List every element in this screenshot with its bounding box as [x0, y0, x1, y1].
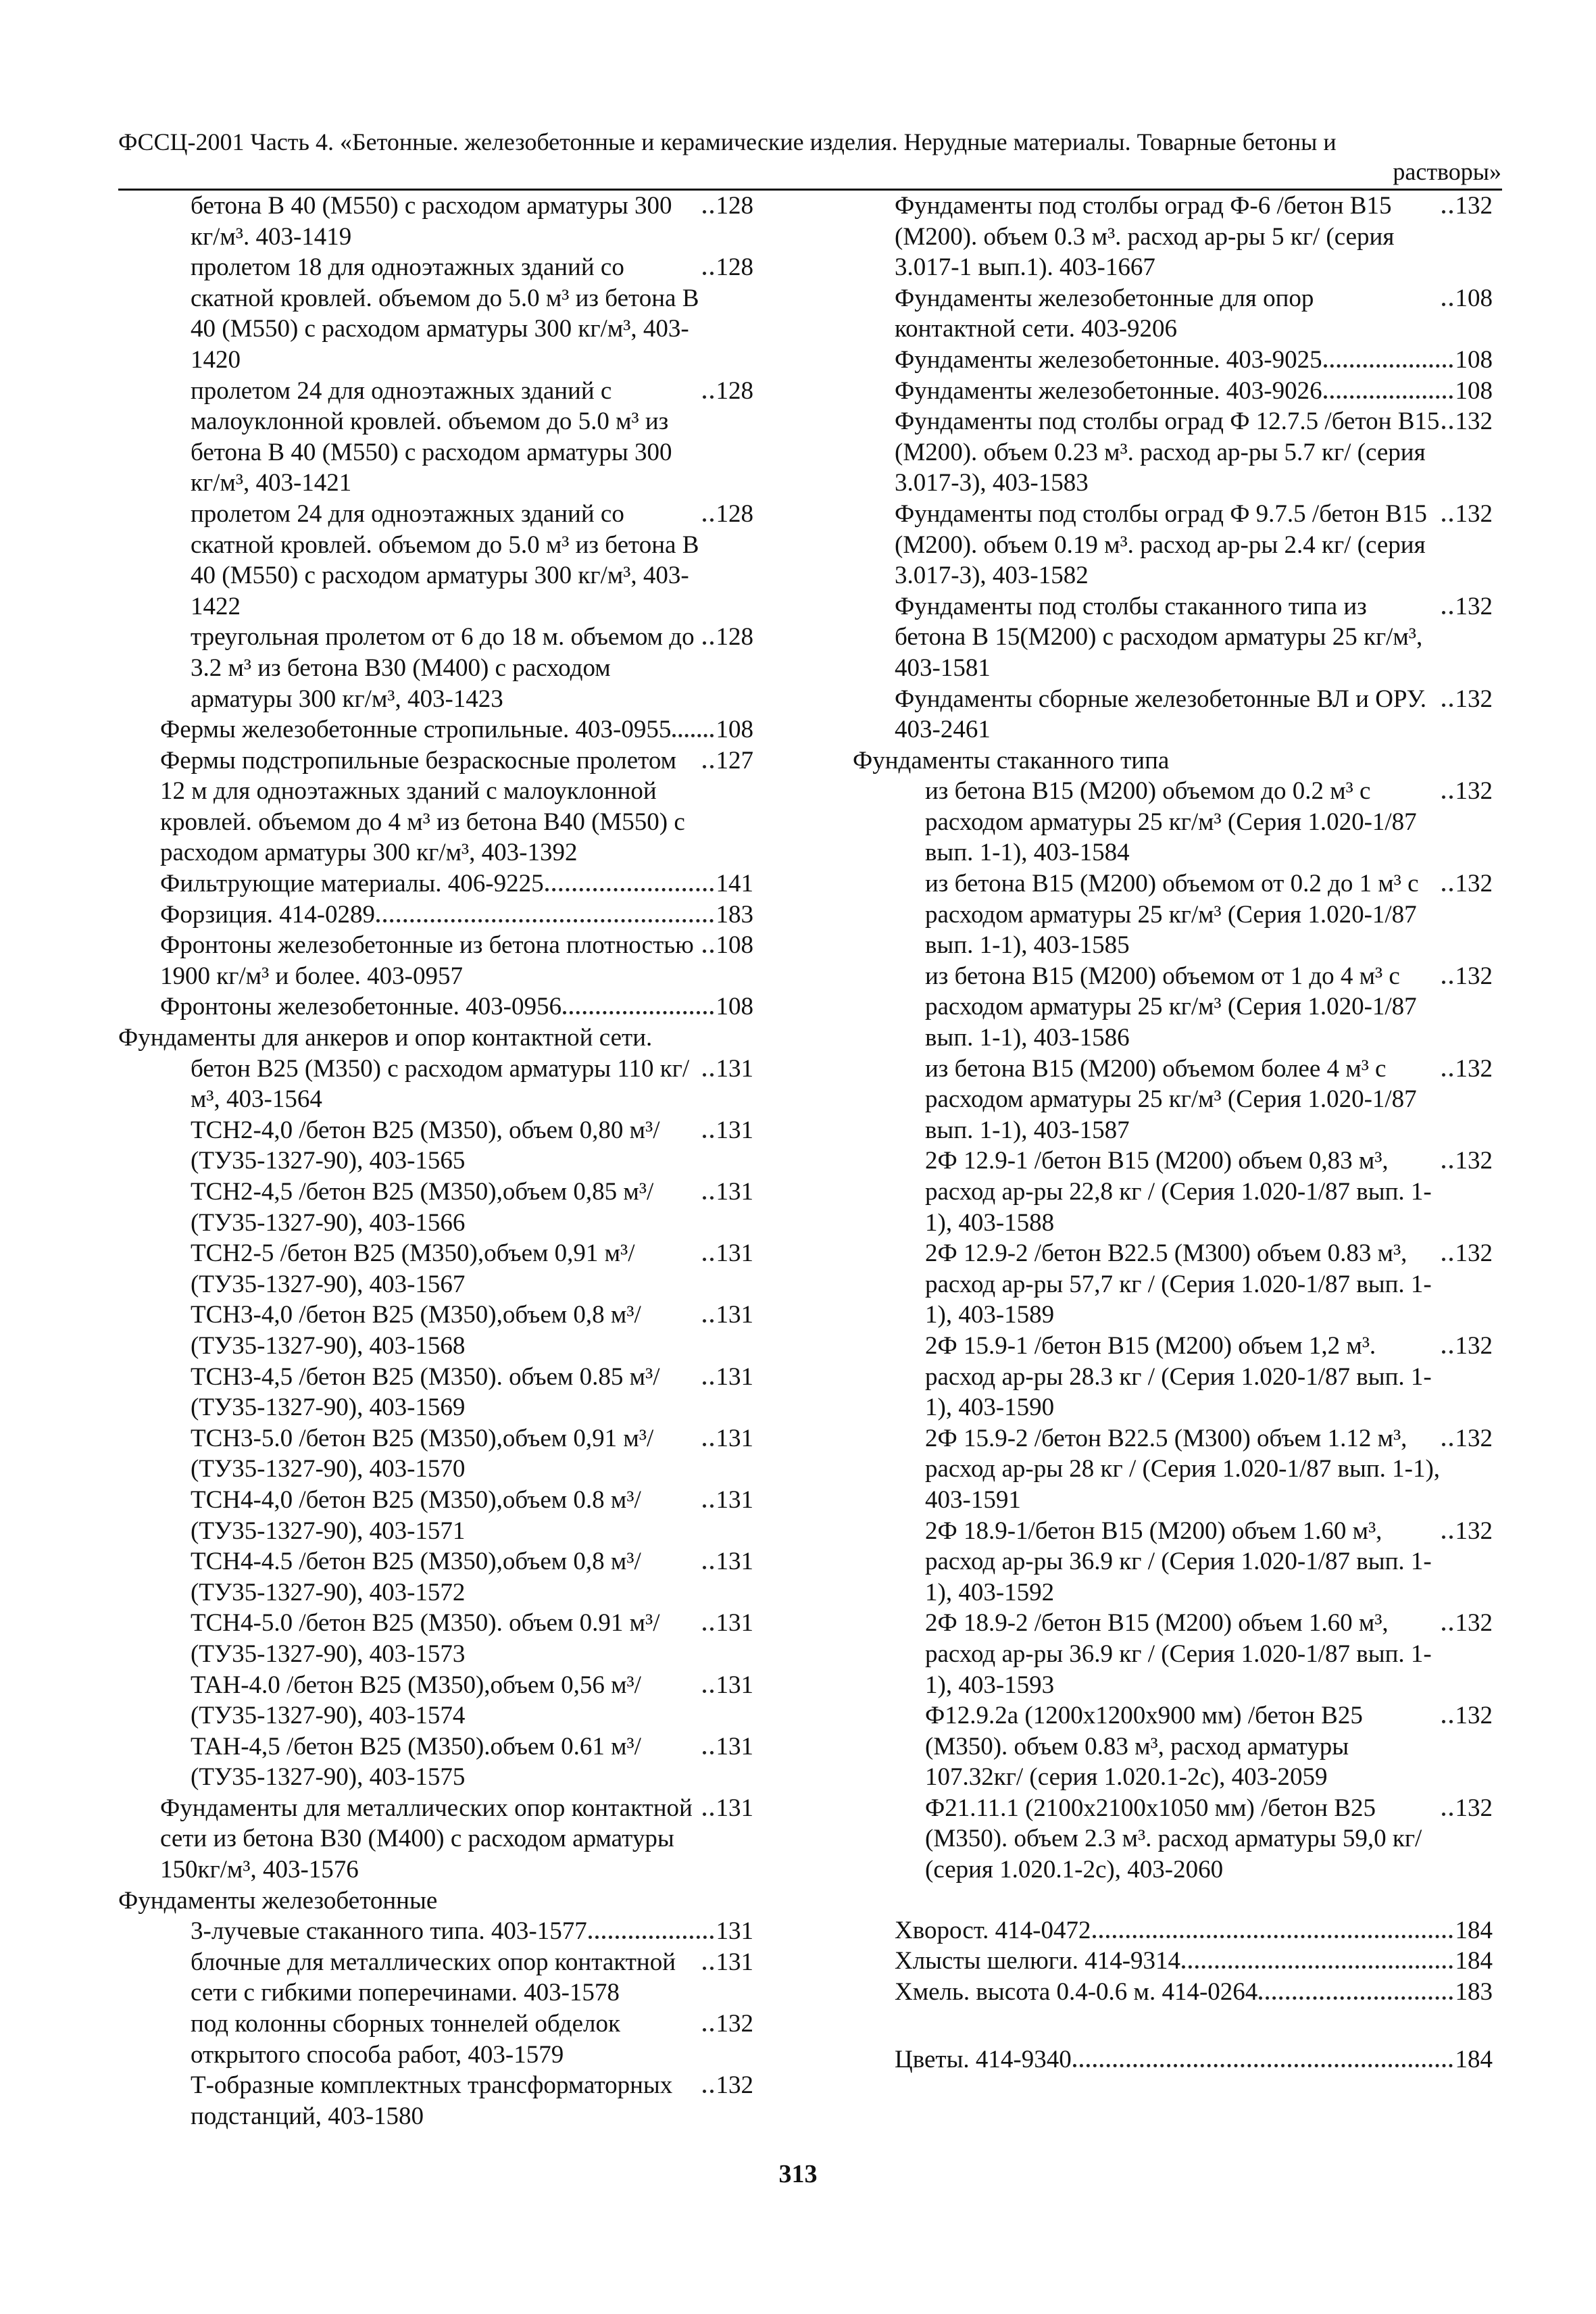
index-subentry	[118, 1947, 753, 2009]
dot-leader	[1442, 303, 1453, 306]
page-reference: 131	[716, 1054, 753, 1083]
entry-text: Ф21.11.1 (2100х2100х1050 мм) /бетон В25 (М350). объем 2.3 м³. расход арматуры 59,0 кг/ (серия 1.020.1-2с), 403-2060	[925, 1794, 1422, 1884]
dot-leader	[703, 1135, 714, 1138]
entry-text: ТСН3-5.0 /бетон В25 (М350),объем 0,91 м³/ (ТУ35-1327-90), 403-1570	[191, 1424, 654, 1483]
dot-leader	[703, 1690, 714, 1693]
page-reference: 132	[1455, 1331, 1493, 1360]
page-reference: 141	[716, 870, 753, 898]
index-subentry	[853, 1331, 1493, 1423]
dot-leader	[703, 1073, 714, 1077]
index-subentry	[118, 1238, 753, 1300]
dot-leader	[563, 1011, 713, 1014]
page-reference: 131	[716, 1548, 753, 1576]
index-entry	[853, 1977, 1493, 2008]
entry-text: блочные для металлических опор контактной сети с гибкими поперечинами. 403-1578	[191, 1948, 676, 2007]
page-reference: 132	[1455, 592, 1493, 620]
page-reference: 132	[1455, 685, 1493, 713]
dot-leader	[1442, 1165, 1453, 1168]
dot-leader	[1442, 210, 1453, 214]
dot-leader	[1442, 981, 1453, 984]
page-reference: 108	[716, 716, 753, 744]
index-subentry	[118, 1608, 753, 1669]
page-reference: 131	[716, 1671, 753, 1699]
entry-text: Форзиция. 414-0289	[160, 900, 376, 929]
index-entry	[853, 591, 1493, 684]
dot-leader	[1442, 795, 1453, 799]
page-reference: 132	[1455, 870, 1493, 898]
dot-leader	[703, 518, 714, 522]
index-subentry	[853, 961, 1493, 1054]
index-column-left	[118, 191, 753, 2132]
dot-leader	[1442, 1073, 1453, 1077]
index-entry	[118, 930, 753, 991]
page-reference: 183	[1455, 1977, 1493, 2006]
entry-text: Фундаменты для анкеров и опор контактной сети.	[118, 1024, 653, 1052]
page-reference: 108	[716, 931, 753, 960]
entry-text: Ф12.9.2а (1200х1200х900 мм) /бетон В25 (М350). объем 0.83 м³, расход арматуры 107.32кг/ (серия 1.020.1-2с), 403-2059	[925, 1702, 1363, 1792]
index-subentry	[118, 252, 753, 375]
page-reference: 132	[716, 2071, 753, 2100]
dot-leader	[1442, 1350, 1453, 1354]
page-reference: 132	[1455, 1517, 1493, 1545]
dot-leader	[703, 1627, 714, 1631]
page-reference: 128	[716, 253, 753, 282]
entry-text: ТСН2-5 /бетон В25 (М350),объем 0,91 м³/ (ТУ35-1327-90), 403-1567	[191, 1239, 635, 1298]
entry-text: Фундаменты под столбы оград Ф 12.7.5 /бетон В15 (М200). объем 0.23 м³. расход ар-ры 5.7 кг/ (серия 3.017-3), 403-1583	[895, 408, 1440, 497]
page-reference: 132	[1455, 777, 1493, 806]
dot-leader	[703, 1504, 714, 1508]
dot-leader	[1442, 888, 1453, 891]
index-subentry	[853, 1146, 1493, 1238]
index-subentry	[853, 776, 1493, 868]
dot-leader	[703, 1566, 714, 1569]
index-entry	[853, 1946, 1493, 1977]
entry-text: Хворост. 414-0472	[895, 1916, 1091, 1944]
page-reference: 132	[1455, 962, 1493, 990]
page-reference: 184	[1455, 2046, 1493, 2074]
dot-leader	[1259, 1996, 1452, 2000]
entry-text: ТСН4-4.5 /бетон В25 (М350),объем 0,8 м³/ (ТУ35-1327-90), 403-1572	[191, 1548, 641, 1606]
entry-text: ТСН4-4,0 /бетон В25 (М350),объем 0.8 м³/ (ТУ35-1327-90), 403-1571	[191, 1485, 641, 1545]
dot-leader	[672, 734, 713, 737]
page-reference: 108	[1455, 376, 1493, 405]
index-entry	[853, 2044, 1493, 2075]
entry-text: Фундаменты под столбы оград Ф-6 /бетон В15 (М200). объем 0.3 м³. расход ар-ры 5 кг/ (серия 3.017-1 вып.1). 403-1667	[895, 192, 1395, 282]
dot-leader	[703, 395, 714, 399]
index-entry	[853, 684, 1493, 745]
dot-leader	[1093, 1935, 1453, 1938]
page-reference: 131	[716, 1362, 753, 1391]
index-subentry	[118, 2070, 753, 2132]
entry-text: 2Ф 18.9-2 /бетон В15 (М200) объем 1.60 м³, расход ар-ры 36.9 кг / (Серия 1.020-1/87 вып. 1-1), 403-1593	[925, 1609, 1432, 1699]
page-reference: 108	[1455, 284, 1493, 312]
dot-leader	[1442, 1627, 1453, 1631]
page-reference: 128	[716, 623, 753, 651]
entry-text: пролетом 24 для одноэтажных зданий с малоуклонной кровлей. объемом до 5.0 м³ из бетона В 40 (М550) с расходом арматуры 300 кг/м³, 403-1421	[191, 376, 672, 497]
dot-leader	[703, 1319, 714, 1323]
dot-leader	[1442, 1813, 1453, 1816]
entry-text: ТАН-4.0 /бетон В25 (М350),объем 0,56 м³/ (ТУ35-1327-90), 403-1574	[191, 1671, 641, 1730]
page-reference: 131	[716, 1178, 753, 1206]
dot-leader	[1442, 1720, 1453, 1723]
dot-leader	[1442, 611, 1453, 614]
entry-text: Фермы подстропильные безраскосные пролетом 12 м для одноэтажных зданий с малоуклонной кровлей. объемом до 4 м³ из бетона В40 (М550) с расходом арматуры 300 кг/м³, 403-1392	[160, 746, 685, 867]
page-reference: 132	[1455, 1147, 1493, 1175]
dot-leader	[703, 210, 714, 214]
index-subentry	[118, 1731, 753, 1793]
entry-text: 2Ф 18.9-1/бетон В15 (М200) объем 1.60 м³, расход ар-ры 36.9 кг / (Серия 1.020-1/87 вып. 1-1), 403-1592	[925, 1517, 1432, 1606]
entry-text: из бетона В15 (М200) объемом от 1 до 4 м³ с расходом арматуры 25 кг/м³ (Серия 1.020-1/87 вып. 1-1), 403-1586	[925, 962, 1417, 1052]
index-subentry	[853, 868, 1493, 961]
dot-leader	[703, 1196, 714, 1200]
entry-text: 2Ф 15.9-2 /бетон В22.5 (М300) объем 1.12 м³, расход ар-ры 28 кг / (Серия 1.020-1/87 вып. 1-1), 403-1591	[925, 1424, 1441, 1514]
dot-leader	[1442, 518, 1453, 522]
page-reference: 132	[1455, 1794, 1493, 1822]
index-entry	[118, 1886, 753, 1917]
entry-text: пролетом 18 для одноэтажных зданий со скатной кровлей. объемом до 5.0 м³ из бетона В 40 (М550) с расходом арматуры 300 кг/м³, 403-1420	[191, 253, 699, 374]
dot-leader	[1324, 364, 1453, 368]
entry-text: 2Ф 12.9-2 /бетон В22.5 (М300) объем 0.83 м³, расход ар-ры 57,7 кг / (Серия 1.020-1/87 вып. 1-1), 403-1589	[925, 1239, 1432, 1329]
index-entry	[853, 499, 1493, 591]
index-entry	[853, 1915, 1493, 1946]
page-reference: 132	[716, 2010, 753, 2038]
dot-leader	[703, 950, 714, 953]
page-reference: 184	[1455, 1947, 1493, 1975]
entry-text: из бетона В15 (М200) объемом до 0.2 м³ с расходом арматуры 25 кг/м³ (Серия 1.020-1/87 вып. 1-1), 403-1584	[925, 777, 1417, 867]
page-reference: 127	[716, 746, 753, 774]
entry-text: ТСН2-4,5 /бетон В25 (М350),объем 0,85 м³/ (ТУ35-1327-90), 403-1566	[191, 1178, 654, 1237]
dot-leader	[703, 765, 714, 768]
page-reference: 131	[716, 1732, 753, 1761]
entry-text: Фронтоны железобетонные из бетона плотностью 1900 кг/м³ и более. 403-0957	[160, 931, 694, 990]
entry-text: из бетона В15 (М200) объемом более 4 м³ с расходом арматуры 25 кг/м³ (Серия 1.020-1/87 вып. 1-1), 403-1587	[925, 1054, 1417, 1144]
page-reference: 128	[716, 192, 753, 220]
page-reference: 108	[1455, 345, 1493, 374]
running-header: ФССЦ-2001 Часть 4. «Бетонные. железобетонные и керамические изделия. Нерудные материалы. Товарные бетоны и	[118, 128, 1337, 155]
index-column-right	[853, 191, 1493, 2075]
page-reference: 131	[716, 1116, 753, 1144]
dot-leader	[1324, 395, 1453, 399]
entry-text: ТАН-4,5 /бетон В25 (М350).объем 0.61 м³/ (ТУ35-1327-90), 403-1575	[191, 1732, 641, 1792]
page-reference: 128	[716, 499, 753, 528]
entry-text: под колонны сборных тоннелей обделок открытого способа работ, 403-1579	[191, 2010, 620, 2069]
page-reference: 131	[716, 1917, 753, 1946]
entry-text: Фундаменты под столбы оград Ф 9.7.5 /бетон В15 (М200). объем 0.19 м³. расход ар-ры 2.4 кг/ (серия 3.017-3), 403-1582	[895, 499, 1427, 590]
page-reference: 131	[716, 1485, 753, 1514]
page-reference: 132	[1455, 408, 1493, 436]
index-entry	[853, 745, 1493, 777]
entry-text: Фронтоны железобетонные. 403-0956	[160, 993, 562, 1021]
dot-leader	[703, 641, 714, 645]
entry-text: 3-лучевые стаканного типа. 403-1577	[191, 1917, 587, 1946]
entry-text: ТСН2-4,0 /бетон В25 (М350), объем 0,80 м³/ (ТУ35-1327-90), 403-1565	[191, 1116, 660, 1175]
index-subentry	[118, 1362, 753, 1423]
index-subentry	[853, 1793, 1493, 1886]
entry-text: Фильтрующие материалы. 406-9225	[160, 870, 544, 898]
dot-leader	[703, 1967, 714, 1970]
page-reference: 132	[1455, 1424, 1493, 1452]
page-reference: 131	[716, 1301, 753, 1329]
dot-leader	[1442, 1535, 1453, 1539]
dot-leader	[1182, 1965, 1452, 1969]
entry-text: Фундаменты железобетонные	[118, 1886, 438, 1915]
entry-text: Хлысты шелюги. 414-9314	[895, 1947, 1181, 1975]
entry-text: Фундаменты для металлических опор контактной сети из бетона В30 (М400) с расходом арматуры 150кг/м³, 403-1576	[160, 1794, 693, 1884]
index-entry	[118, 868, 753, 900]
entry-text: треугольная пролетом от 6 до 18 м. объемом до 3.2 м³ из бетона В30 (М400) с расходом арматуры 300 кг/м³, 403-1423	[191, 623, 695, 713]
index-subentry	[118, 1054, 753, 1115]
entry-text: Фундаменты железобетонные. 403-9025	[895, 345, 1322, 374]
index-subentry	[118, 1546, 753, 1608]
index-subentry	[118, 622, 753, 714]
index-subentry	[853, 1608, 1493, 1700]
page-reference: 132	[1455, 1054, 1493, 1083]
index-entry	[118, 991, 753, 1023]
index-entry	[853, 376, 1493, 407]
entry-text: ТСН4-5.0 /бетон В25 (М350). объем 0.91 м³/ (ТУ35-1327-90), 403-1573	[191, 1609, 660, 1668]
index-subentry	[118, 2009, 753, 2070]
entry-text: бетона В 40 (М550) с расходом арматуры 300 кг/м³. 403-1419	[191, 192, 672, 251]
index-entry	[118, 1793, 753, 1886]
page-reference: 131	[716, 1239, 753, 1268]
page-reference: 131	[716, 1948, 753, 1976]
entry-text: Фундаменты железобетонные для опор контактной сети. 403-9206	[895, 284, 1314, 343]
dot-leader	[1442, 1443, 1453, 1446]
index-subentry	[853, 1054, 1493, 1146]
index-entry	[853, 345, 1493, 376]
entry-text: Т-образные комплектных трансформаторных подстанций, 403-1580	[191, 2071, 673, 2130]
entry-text: 2Ф 15.9-1 /бетон В15 (М200) объем 1,2 м³. расход ар-ры 28.3 кг / (Серия 1.020-1/87 вып. 1-1), 403-1590	[925, 1331, 1432, 1422]
dot-leader	[703, 2090, 714, 2093]
dot-leader	[545, 888, 714, 891]
dot-leader	[1442, 426, 1453, 429]
running-header-continuation: растворы»	[1393, 158, 1501, 185]
dot-leader	[703, 1443, 714, 1446]
index-entry	[118, 1023, 753, 1054]
entry-text: Хмель. высота 0.4-0.6 м. 414-0264	[895, 1977, 1258, 2006]
index-subentry	[118, 1670, 753, 1731]
index-subentry	[853, 1423, 1493, 1516]
page-reference: 108	[716, 993, 753, 1021]
dot-leader	[703, 2028, 714, 2032]
page-number: 313	[778, 2160, 818, 2188]
dot-leader	[1442, 1258, 1453, 1261]
index-subentry	[118, 1485, 753, 1546]
index-subentry	[118, 1115, 753, 1177]
page-reference: 132	[1455, 499, 1493, 528]
index-subentry	[118, 376, 753, 499]
index-subentry	[118, 1916, 753, 1947]
dot-leader	[589, 1936, 714, 1939]
index-subentry	[118, 1177, 753, 1238]
dot-leader	[703, 1751, 714, 1754]
page-reference: 131	[716, 1794, 753, 1822]
dot-leader	[1073, 2064, 1453, 2067]
entry-text: Фермы железобетонные стропильные. 403-0955	[160, 716, 672, 744]
page-reference: 132	[1455, 192, 1493, 220]
index-entry	[118, 714, 753, 745]
page-reference: 132	[1455, 1702, 1493, 1730]
index-subentry	[118, 1300, 753, 1361]
entry-text: ТСН3-4,5 /бетон В25 (М350). объем 0.85 м³/ (ТУ35-1327-90), 403-1569	[191, 1362, 660, 1422]
entry-text: Фундаменты стаканного типа	[853, 746, 1170, 774]
index-subentry	[853, 1516, 1493, 1608]
index-subentry	[853, 1238, 1493, 1331]
dot-leader	[703, 1813, 714, 1816]
entry-text: ТСН3-4,0 /бетон В25 (М350),объем 0,8 м³/ (ТУ35-1327-90), 403-1568	[191, 1301, 641, 1360]
entry-text: Фундаменты железобетонные. 403-9026	[895, 376, 1322, 405]
entry-text: из бетона В15 (М200) объемом от 0.2 до 1 м³ с расходом арматуры 25 кг/м³ (Серия 1.020-1/87 вып. 1-1), 403-1585	[925, 870, 1419, 960]
entry-text: Фундаменты под столбы стаканного типа из бетона В 15(М200) с расходом арматуры 25 кг/м³, 403-1581	[895, 592, 1423, 682]
index-subentry	[118, 1423, 753, 1485]
index-subentry	[118, 191, 753, 252]
page-reference: 131	[716, 1609, 753, 1638]
index-subentry	[118, 499, 753, 622]
dot-leader	[376, 919, 713, 922]
page-reference: 183	[716, 900, 753, 929]
index-entry	[118, 900, 753, 931]
page-reference: 132	[1455, 1239, 1493, 1268]
entry-text: Фундаменты сборные железобетонные ВЛ и ОРУ. 403-2461	[895, 685, 1426, 744]
index-entry	[853, 191, 1493, 283]
dot-leader	[703, 1381, 714, 1385]
entry-text: пролетом 24 для одноэтажных зданий со скатной кровлей. объемом до 5.0 м³ из бетона В 40 (М550) с расходом арматуры 300 кг/м³, 403-1422	[191, 499, 699, 620]
index-entry	[118, 745, 753, 868]
dot-leader	[703, 1258, 714, 1261]
entry-text: 2Ф 12.9-1 /бетон В15 (М200) объем 0,83 м³, расход ар-ры 22,8 кг / (Серия 1.020-1/87 вып. 1-1), 403-1588	[925, 1147, 1432, 1237]
page-reference: 131	[716, 1424, 753, 1452]
page-reference: 128	[716, 376, 753, 405]
index-entry	[853, 406, 1493, 499]
dot-leader	[1442, 704, 1453, 707]
page-reference: 132	[1455, 1609, 1493, 1638]
entry-text: бетон В25 (М350) с расходом арматуры 110 кг/м³, 403-1564	[191, 1054, 690, 1114]
entry-text: Цветы. 414-9340	[895, 2046, 1072, 2074]
page-reference: 184	[1455, 1916, 1493, 1944]
index-subentry	[853, 1700, 1493, 1793]
dot-leader	[703, 272, 714, 275]
index-entry	[853, 283, 1493, 345]
